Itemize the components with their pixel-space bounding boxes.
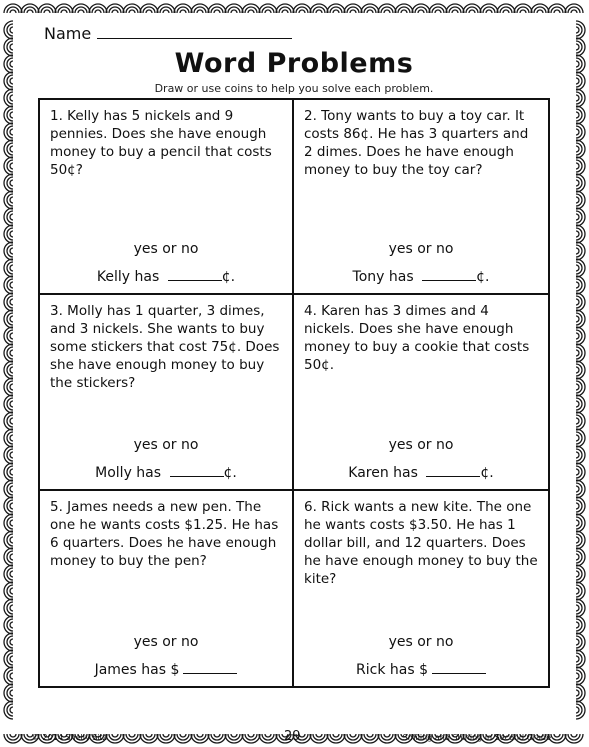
border-scallop [4,497,13,515]
yes-or-no: yes or no [133,241,199,258]
border-scallop [4,531,13,549]
problem-2 [294,100,548,295]
border-scallop [576,633,585,651]
problem-text: 6. Rick wants a new kite. The one he wants costs $3.50. He has 1 dollar bill, and 12 quarters. Does he have enough money to buy the kite? [304,498,538,587]
border-scallop [480,4,498,13]
border-scallop [106,4,124,13]
border-scallop [4,378,13,396]
border-scallop [242,4,260,13]
unit-suffix: ¢. [480,464,494,481]
problem-5 [40,491,294,686]
unit-prefix: $ [170,661,180,678]
unit-prefix: $ [419,661,428,678]
border-scallop [208,4,226,13]
border-scallop [4,4,22,13]
border-scallop [576,327,585,345]
border-scallop [4,140,13,158]
border-scallop [576,259,585,277]
border-scallop [4,650,13,668]
border-scallop [576,293,585,311]
border-scallop [463,4,481,13]
border-scallop [576,140,585,158]
copyright-text: © 2014 Shelly Sitz [32,733,107,742]
answer-blank [183,661,237,674]
border-scallop [225,4,243,13]
border-scallop [4,259,13,277]
border-scallop [259,4,277,13]
border-scallop [576,106,585,124]
border-scallop [4,361,13,379]
border-scallop [4,344,13,362]
border-scallop [89,4,107,13]
yes-or-no: yes or no [133,633,199,650]
has-label: Karen has [348,464,418,481]
border-scallop [576,514,585,532]
border-scallop [576,191,585,209]
border-scallop [514,4,532,13]
page-title: Word Problems [174,48,414,79]
border-scallop [576,89,585,107]
border-scallop [4,310,13,328]
border-scallop [576,276,585,294]
border-scallop [191,4,209,13]
answer-line [294,661,548,678]
border-scallop [4,599,13,617]
problem-text: 3. Molly has 1 quarter, 3 dimes, and 3 nickels. She wants to buy some stickers that cost 75¢. Does she have enough money to buy the stickers? [50,303,280,392]
border-scallop [21,4,39,13]
border-scallop [4,174,13,192]
border-scallop [378,4,396,13]
border-scallop [4,548,13,566]
yes-or-no: yes or no [388,436,454,453]
name-row [44,24,292,43]
border-scallop [4,123,13,141]
border-scallop [4,38,13,56]
answer-line [294,464,548,481]
border-scallop [576,344,585,362]
border-scallop [4,208,13,226]
border-scallop [4,701,13,719]
border-scallop [72,4,90,13]
border-scallop [4,191,13,209]
border-scallop [4,276,13,294]
border-scallop [576,548,585,566]
border-scallop [344,4,362,13]
name-label: Name [44,24,92,43]
answer-line [40,268,292,285]
has-label: Tony has [352,269,414,286]
unit-suffix: ¢. [221,269,236,286]
answer-line [40,464,292,481]
problems-grid [38,98,550,688]
border-scallop [576,395,585,413]
border-scallop [576,123,585,141]
border-scallop [4,55,13,73]
yes-or-no: yes or no [388,633,454,650]
border-scallop [4,616,13,634]
has-label: Rick has [356,661,415,678]
border-scallop [4,565,13,583]
answer-blank [168,268,222,281]
border-scallop [293,4,311,13]
border-scallop [174,4,192,13]
unit-suffix: ¢. [476,269,490,286]
border-scallop [4,412,13,430]
border-scallop [4,582,13,600]
border-scallop [497,4,515,13]
border-scallop [395,4,413,13]
border-scallop [55,4,73,13]
problem-1 [40,100,294,295]
has-label: Kelly has [96,269,160,286]
problem-3 [40,295,294,490]
border-scallop [576,378,585,396]
border-scallop [157,4,175,13]
border-scallop [576,208,585,226]
border-scallop [4,72,13,90]
border-scallop [4,429,13,447]
name-line [97,24,292,39]
border-scallop [531,4,549,13]
border-scallop [4,21,13,39]
answer-blank [432,661,486,674]
yes-or-no: yes or no [388,241,454,258]
border-scallop [576,55,585,73]
border-scallop [4,480,13,498]
border-scallop [576,38,585,56]
border-scallop [576,429,585,447]
problem-text: 5. James needs a new pen. The one he wants costs $1.25. He has 6 quarters. Does he have enough money to buy the pen? [50,498,279,569]
border-scallop [576,225,585,243]
footer [0,725,589,747]
page-number: 29 [284,729,301,744]
has-label: James has [94,661,167,678]
border-scallop [140,4,158,13]
border-scallop [4,327,13,345]
border-scallop [361,4,379,13]
brand-text: Smiling and Shining in Second Grade [402,733,551,742]
border-scallop [576,650,585,668]
border-scallop [276,4,294,13]
border-scallop [446,4,464,13]
border-scallop [429,4,447,13]
border-scallop [576,531,585,549]
border-scallop [576,463,585,481]
problem-text: 2. Tony wants to buy a toy car. It costs 86¢. He has 3 quarters and 2 dimes. Does he have enough money to buy the toy car? [304,108,529,178]
page-subtitle: Draw or use coins to help you solve each problem. [154,82,434,95]
border-scallop [565,4,583,13]
border-scallop [576,21,585,39]
border-scallop [4,242,13,260]
border-scallop [576,616,585,634]
problem-4 [294,295,548,490]
border-scallop [310,4,328,13]
border-scallop [4,446,13,464]
border-scallop [576,242,585,260]
border-scallop [4,395,13,413]
unit-suffix: ¢. [223,464,237,481]
border-scallop [576,497,585,515]
worksheet-page [24,20,564,720]
border-scallop [4,293,13,311]
border-scallop [576,157,585,175]
border-scallop [576,480,585,498]
border-scallop [576,310,585,328]
border-scallop [576,446,585,464]
border-scallop [4,89,13,107]
border-scallop [576,565,585,583]
has-label: Molly has [95,464,162,481]
answer-blank [422,268,476,281]
border-scallop [38,4,56,13]
answer-blank [426,464,480,477]
border-scallop [576,599,585,617]
border-scallop [576,701,585,719]
border-scallop [4,633,13,651]
answer-blank [170,464,224,477]
border-scallop [548,4,566,13]
border-scallop [576,667,585,685]
border-scallop [576,582,585,600]
border-scallop [4,225,13,243]
border-scallop [4,463,13,481]
problem-text: 4. Karen has 3 dimes and 4 nickels. Does she have enough money to buy a cookie that costs 50¢. [304,303,530,374]
border-scallop [4,667,13,685]
border-scallop [4,106,13,124]
border-scallop [412,4,430,13]
border-scallop [576,684,585,702]
border-scallop [4,157,13,175]
problem-text: 1. Kelly has 5 nickels and 9 pennies. Does she have enough money to buy a pencil that costs 50¢? [50,108,272,178]
border-scallop [576,174,585,192]
answer-line [294,268,548,285]
border-scallop [123,4,141,13]
yes-or-no: yes or no [133,436,199,453]
answer-line [40,661,292,678]
border-scallop [4,514,13,532]
problem-6 [294,491,548,686]
border-scallop [576,361,585,379]
border-scallop [576,72,585,90]
border-scallop [576,412,585,430]
border-scallop [4,684,13,702]
border-scallop [327,4,345,13]
